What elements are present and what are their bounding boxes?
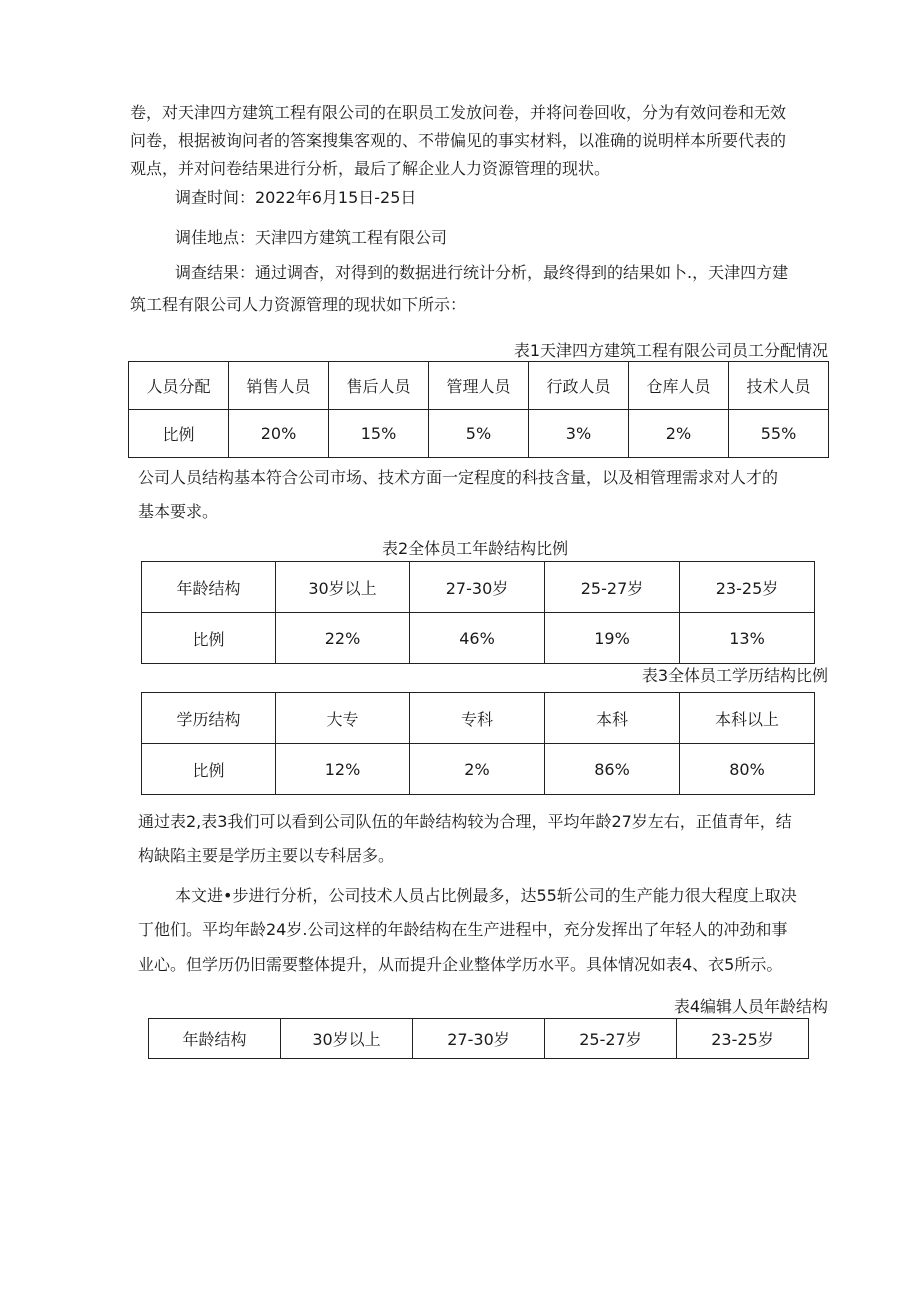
analysis-line-3: 业心。但学历仍旧需要整体提升，从而提升企业整体学历水平。具体情况如表4、衣5所示。 (138, 955, 783, 974)
table2-data-row (142, 613, 815, 664)
table2-header-cell: 25-27岁 (545, 562, 680, 613)
table1-cell: 2% (629, 410, 729, 458)
table1-header-cell: 仓库人员 (629, 362, 729, 410)
table4-header-cell: 25-27岁 (545, 1019, 677, 1059)
table3-data-row (142, 744, 815, 795)
table3-cell: 80% (680, 744, 815, 795)
table1-header-cell: 售后人员 (329, 362, 429, 410)
table1-cell: 55% (729, 410, 829, 458)
table2-cell: 19% (545, 613, 680, 664)
analysis-line-1: 本文进•步进行分析，公司技术人员占比例最多，达55斩公司的生产能力很大程度上取决 (175, 886, 797, 905)
intro-line-1: 卷，对天津四方建筑工程有限公司的在职员工发放问卷，并将问卷回收，分为有效问卷和无效 (130, 103, 787, 122)
table1-cell: 5% (429, 410, 529, 458)
survey-place: 调佳地点：天津四方建筑工程有限公司 (175, 228, 448, 247)
table1-header-cell: 技术人员 (729, 362, 829, 410)
table3-header-cell: 专科 (410, 693, 545, 744)
table4-header-cell: 27-30岁 (413, 1019, 545, 1059)
table3-cell: 12% (276, 744, 410, 795)
analysis-line-2: 丁他们。平均年龄24岁.公司这样的年龄结构在生产进程中，充分发挥出了年轻人的冲劲和事 (138, 920, 788, 939)
table3-header-cell: 本科以上 (680, 693, 815, 744)
table3-header-cell: 学历结构 (142, 693, 276, 744)
table3-header-cell: 本科 (545, 693, 680, 744)
table2-header-row (142, 562, 815, 613)
table2-header-cell: 年龄结构 (142, 562, 276, 613)
table1-header-row (129, 362, 829, 410)
table2-header-cell: 30岁以上 (276, 562, 410, 613)
table4-header-cell: 30岁以上 (281, 1019, 413, 1059)
table3-cell: 86% (545, 744, 680, 795)
table1-caption: 表1天津四方建筑工程有限公司员工分配情况 (513, 341, 828, 360)
intro-line-2: 问卷，根据被询问者的答案搜集客观的、不带偏见的事实材料，以准确的说明样本所要代表的 (130, 131, 787, 150)
table2 (141, 561, 815, 664)
table3-cell: 比例 (142, 744, 276, 795)
table3-header-cell: 大专 (276, 693, 410, 744)
survey-time: 调查时间：2022年6月15日-25日 (175, 188, 417, 207)
para-after-table3-line-1: 通过表2,表3我们可以看到公司队伍的年龄结构较为合理，平均年龄27岁左右，正值青年，结 (138, 812, 792, 831)
table4-caption: 表4编辑人员年龄结构 (673, 997, 828, 1016)
table2-caption: 表2全体员工年龄结构比例 (382, 539, 569, 558)
table1-cell: 3% (529, 410, 629, 458)
table2-header-cell: 23-25岁 (680, 562, 815, 613)
table1-cell: 20% (229, 410, 329, 458)
table1-header-cell: 行政人员 (529, 362, 629, 410)
table4-header-cell: 23-25岁 (677, 1019, 809, 1059)
para-after-table1-line-1: 公司人员结构基本符合公司市场、技术方面一定程度的科技含量，以及相管理需求对人才的 (138, 468, 779, 487)
table1-cell: 比例 (129, 410, 229, 458)
table2-cell: 13% (680, 613, 815, 664)
para-after-table1-line-2: 基本要求。 (138, 502, 219, 521)
survey-result-line-1: 调查结果：通过调杳，对得到的数据进行统计分析，最终得到的结果如卜.，天津四方建 (175, 263, 789, 282)
table4-header-row (149, 1019, 809, 1059)
table2-cell: 46% (410, 613, 545, 664)
table2-cell: 比例 (142, 613, 276, 664)
table3-caption: 表3全体员工学历结构比例 (641, 666, 828, 685)
table1 (128, 361, 829, 458)
table3-cell: 2% (410, 744, 545, 795)
table1-header-cell: 管理人员 (429, 362, 529, 410)
table1-cell: 15% (329, 410, 429, 458)
table1-data-row (129, 410, 829, 458)
table3-header-row (142, 693, 815, 744)
table2-cell: 22% (276, 613, 410, 664)
survey-result-line-2: 筑工程有限公司人力资源管理的现状如下所示： (130, 295, 467, 314)
table1-header-cell: 销售人员 (229, 362, 329, 410)
table3 (141, 692, 815, 795)
para-after-table3-line-2: 构缺陷主要是学历主要以专科居多。 (138, 846, 395, 865)
table4 (148, 1018, 809, 1059)
table1-header-cell: 人员分配 (129, 362, 229, 410)
intro-line-3: 观点，并对问卷结果进行分析，最后了解企业人力资源管理的现状。 (130, 159, 611, 178)
table4-header-cell: 年龄结构 (149, 1019, 281, 1059)
table2-header-cell: 27-30岁 (410, 562, 545, 613)
